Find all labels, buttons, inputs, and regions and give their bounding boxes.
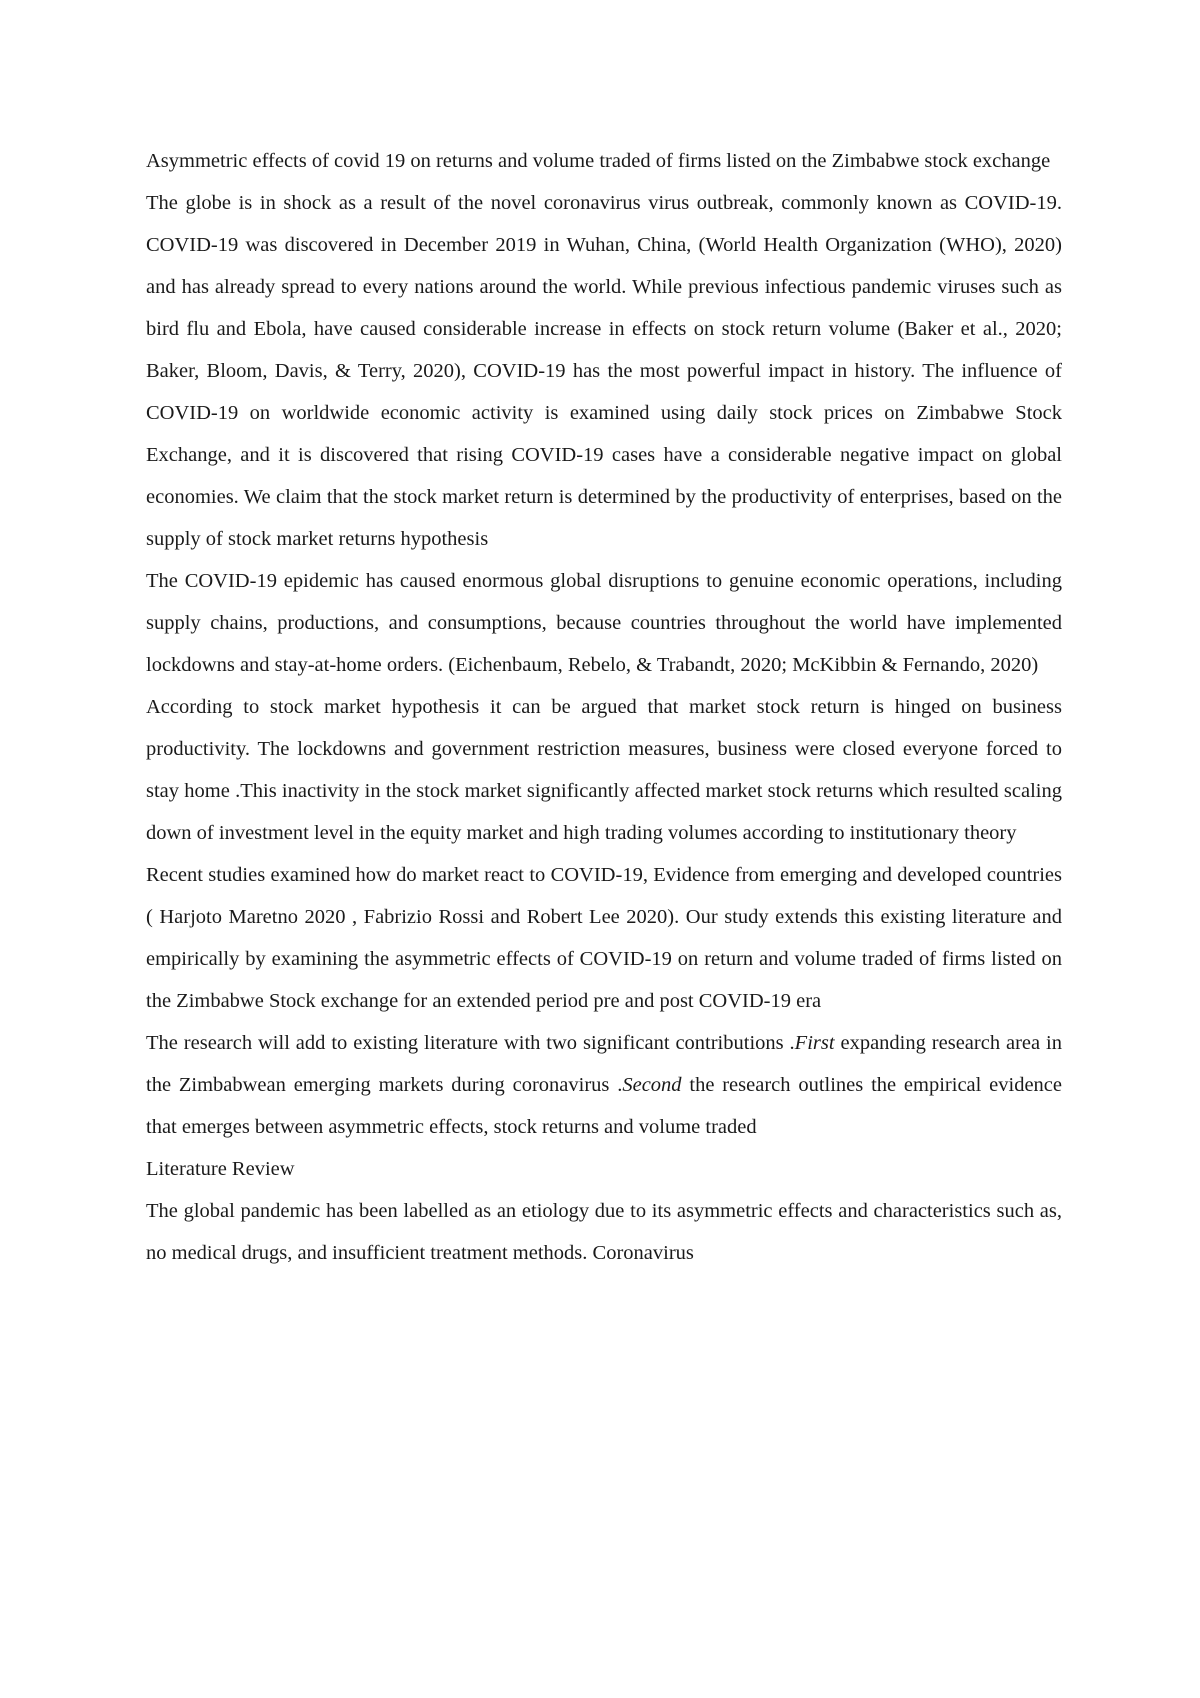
paragraph-literature: The global pandemic has been labelled as an etiology due to its asymmetric effects and characteristics such as, no medical drugs, and insufficient treatment methods. Coronavirus: [146, 1200, 1062, 1264]
contributions-second: Second: [622, 1074, 682, 1096]
paragraph-hypothesis: According to stock market hypothesis it can be argued that market stock return is hinged on business productivity. The lockdowns and government restriction measures, business were closed everyone forced to stay home .This inactivity in the stock market significantly affected market stock returns which resulted scaling down of investment level in the equity market and high trading volumes according to institutionary theory: [146, 696, 1062, 844]
contributions-text-1: The research will add to existing literature with two significant contributions .: [146, 1032, 795, 1054]
paragraph-disruptions: The COVID-19 epidemic has caused enormous global disruptions to genuine economic operations, including supply chains, productions, and consumptions, because countries throughout the world have implemented lockdowns and stay-at-home orders. (Eichenbaum, Rebelo, & Trabandt, 2020; McKibbin & Fernando, 2020): [146, 570, 1062, 676]
contributions-first: First: [794, 1032, 835, 1054]
section-heading-literature-review: Literature Review: [146, 1158, 295, 1180]
document-title: Asymmetric effects of covid 19 on returns and volume traded of firms listed on the Zimbabwe stock exchange: [146, 150, 1051, 172]
paragraph-contributions: [146, 1022, 1062, 1148]
contributions-text-2: expanding research area in the Zimbabwean emerging markets during coronavirus .: [146, 1032, 1062, 1096]
contributions-text-3: the research outlines the empirical evidence that emerges between asymmetric effects, stock returns and volume traded: [146, 1074, 1062, 1138]
paragraph-introduction: The globe is in shock as a result of the novel coronavirus virus outbreak, commonly known as COVID-19. COVID-19 was discovered in December 2019 in Wuhan, China, (World Health Organization (WHO), 2020) and has already spread to every nations around the world. While previous infectious pandemic viruses such as bird flu and Ebola, have caused considerable increase in effects on stock return volume (Baker et al., 2020; Baker, Bloom, Davis, & Terry, 2020), COVID-19 has the most powerful impact in history. The influence of COVID-19 on worldwide economic activity is examined using daily stock prices on Zimbabwe Stock Exchange, and it is discovered that rising COVID-19 cases have a considerable negative impact on global economies. We claim that the stock market return is determined by the productivity of enterprises, based on the supply of stock market returns hypothesis: [146, 192, 1062, 550]
document-body: [146, 140, 1062, 1274]
paragraph-recent-studies: Recent studies examined how do market react to COVID-19, Evidence from emerging and developed countries ( Harjoto Maretno 2020 , Fabrizio Rossi and Robert Lee 2020). Our study extends this existing literature and empirically by examining the asymmetric effects of COVID-19 on return and volume traded of firms listed on the Zimbabwe Stock exchange for an extended period pre and post COVID-19 era: [146, 864, 1062, 1012]
